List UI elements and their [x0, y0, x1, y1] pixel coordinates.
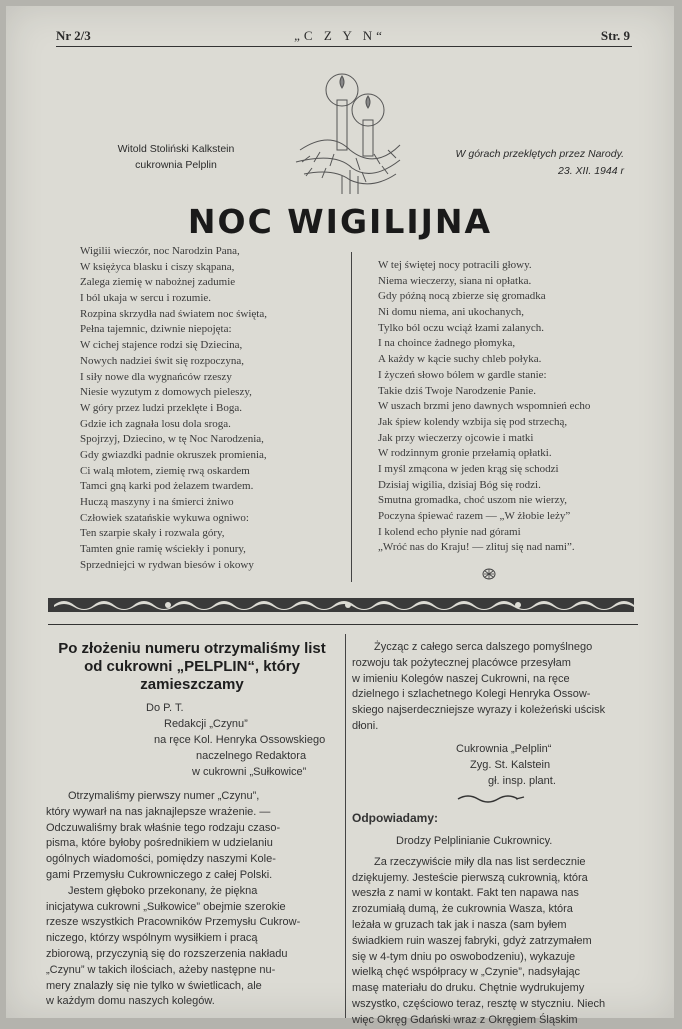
poem-line: Sprzedniejci w rydwan biesów i okowy — [80, 558, 254, 571]
letter-paragraph-1 — [46, 789, 338, 884]
dateline — [384, 146, 624, 180]
text-line: się w 4-tym dniu po oswobodzeniu), wykazuje — [352, 950, 576, 963]
poem-line: W cichej stajence rodzi się Dziecina, — [80, 339, 243, 352]
newspaper-page — [6, 6, 674, 1026]
poem-line: I na choince żadnego płomyka, — [378, 337, 516, 350]
poem-line: I siły nowe dla wygnańców rzeszy — [80, 370, 232, 383]
text-line: mery znalazły się nie tylko w świetlicach, ale — [46, 979, 262, 992]
poem-line: Tylko ból oczu wciąż łzami zalanych. — [378, 321, 544, 334]
poem-line: Zalega ziemię w nabożnej zadumie — [80, 276, 236, 289]
poem-line: Spojrzyj, Dziecino, w tę Noc Narodzenia, — [80, 433, 264, 446]
text-line: świadkiem ruin waszej fabryki, gdyż zatrzymałem — [352, 934, 592, 947]
poem-line: Smutna gromadka, choć uszom nie wierzy, — [378, 494, 567, 507]
poem-line: Wigilii wieczór, noc Narodzin Pana, — [80, 245, 240, 257]
poem-line: Huczą maszyny i na śmierci żniwo — [80, 496, 234, 508]
end-ornament-icon — [482, 568, 496, 580]
address-line: naczelnego Redaktora — [196, 750, 307, 762]
poem-left-column — [80, 244, 267, 573]
letter-headline — [46, 640, 338, 694]
letter-column — [46, 640, 338, 1010]
text-line: „Czynu” w takich ilościach, ażeby następne nu- — [46, 963, 276, 976]
poem-line: W uszach brzmi jeno dawnych wspomnień echo — [378, 400, 591, 413]
text-line: dzielnego i szlachetnego Kolegi Henryka Ossow- — [352, 688, 591, 701]
letter-paragraph-3 — [352, 640, 638, 735]
poem-line: Gdzie ich zagnała losu dola sroga. — [80, 417, 231, 430]
poem-line: Poczyna śpiewać razem — „W żłobie leży” — [378, 510, 571, 522]
signature-line: gł. insp. plant. — [488, 774, 556, 787]
text-line: więc Okręg Gdański wraz z Okręgiem Śląskim — [352, 1013, 578, 1026]
text-line: Życząc z całego serca dalszego pomyślnego — [374, 641, 593, 653]
poem-line: Dzisiaj wigilia, dzisiaj Bóg się rodzi. — [378, 478, 541, 491]
text-line: weszła z nami w kontakt. Fakt ten napawa nas — [352, 887, 579, 900]
signature-line: Cukrownia „Pelplin“ — [456, 742, 552, 755]
candles-illustration — [290, 70, 406, 200]
text-line: skiego najserdeczniejsze wyrazy i koleżeński uścisk — [352, 704, 606, 717]
text-line: w imieniu Kolegów naszej Cukrowni, na ręce — [352, 672, 570, 685]
text-line: pisma, które byłoby pośrednikiem w udzielaniu — [46, 837, 273, 850]
text-line: Jestem głęboko przekonany, że piękna — [68, 884, 258, 897]
text-line: który wywarł na nas jaknajlepsze wrażenie. — — [46, 805, 271, 818]
text-line: niczego, którzy wspólnym wysiłkiem i pracą — [46, 932, 258, 945]
poem-line: Jak śpiew kolendy wzbija się pod strzechą, — [378, 415, 568, 428]
byline — [96, 141, 256, 173]
poem-line: Rozpina skrzydła nad światem noc święta, — [80, 307, 267, 320]
header-rule — [56, 46, 632, 47]
article-column-divider — [345, 634, 346, 1018]
signature-line: Zyg. St. Kalstein — [470, 758, 551, 771]
poem-line: A każdy w kącie suchy chleb połyka. — [378, 353, 542, 366]
text-line: rzesze wszystkich Pracowników Przemysłu Cukrow- — [46, 916, 301, 929]
letter-signature — [352, 741, 638, 789]
poem-line: Nowych nadziei świt się rozpoczyna, — [80, 354, 245, 367]
text-line: zrozumiałą dumą, że cukrownia Wasza, która — [352, 903, 573, 916]
text-line: dłoni. — [352, 719, 379, 732]
poem-line: Gdy gwiazdki padnie okruszek promienia, — [80, 448, 267, 461]
text-line: w każdym domu naszych kolegów. — [46, 995, 215, 1008]
poem-line: W księżyca blasku i ciszy skąpana, — [80, 260, 235, 273]
poem-line: Ten szarpie skały i rozwala góry, — [80, 527, 225, 540]
issue-number: Nr 2/3 — [56, 28, 91, 43]
poem-line: Człowiek szatańskie wykuwa ogniwo: — [80, 511, 249, 524]
section-rule — [48, 624, 638, 625]
dateline-date: 23. XII. 1944 r — [558, 165, 624, 177]
poem-line: Jak przy wieczerzy ojcowie i matki — [378, 431, 534, 444]
poem-line: Niema wieczerzy, siana ni opłatka. — [378, 274, 532, 287]
headline-line: zamieszczamy — [140, 676, 244, 693]
poem-line: I kolend echo płynie nad górami — [378, 525, 521, 538]
poem-line: Tamten gnie ramię wściekły i ponury, — [80, 543, 246, 556]
text-line: wszystko, częściowo teraz, resztę w styczniu. Niech — [352, 997, 606, 1010]
poem-line: I ból ukaja w sercu i rozumie. — [80, 292, 212, 305]
decorative-border — [48, 594, 634, 616]
letter-paragraph-2 — [46, 884, 338, 1010]
reply-heading: Odpowiadamy: — [352, 810, 439, 825]
headline-line: od cukrowni „PELPLIN“, który — [84, 658, 300, 675]
poem-title: NOC WIGILIJNA — [187, 202, 493, 241]
poem-line: Tamci gną karki pod żelazem twardem. — [80, 480, 254, 493]
reply-paragraph — [352, 855, 638, 1029]
text-line: gami Przemysłu Cukrowniczego z całej Polski. — [46, 868, 273, 881]
address-line: Redakcji „Czynu” — [164, 718, 248, 730]
letter-address — [46, 700, 338, 780]
text-line: leżała w gruzach tak jak i nasza (sam byłem — [352, 918, 567, 931]
poem-line: W rodzinnym gronie przełamią opłatki. — [378, 447, 552, 460]
poem-line: Niesie wyzutym z domowych pieleszy, — [80, 386, 252, 399]
poem-line: „Wróć nas do Kraju! — zlituj się nad nami”. — [378, 541, 575, 554]
text-line: Odczuwaliśmy brak właśnie tego rodzaju czaso- — [46, 821, 281, 834]
page-number: Str. 9 — [600, 28, 630, 43]
address-line: na ręce Kol. Henryka Ossowskiego — [154, 734, 326, 746]
poem-line: Ci walą młotem, ziemię rwą oskardem — [80, 464, 250, 477]
reply-greeting: Drodzy Pelplinianie Cukrownicy. — [396, 834, 553, 847]
poem-line: Pełna tajemnic, dziwnie niepojęta: — [80, 323, 232, 336]
poem-line: Takie dziś Twoje Narodzenie Panie. — [378, 384, 537, 397]
text-line: inicjatywa cukrowni „Sułkowice” obejmie szerokie — [46, 900, 286, 913]
text-line: zbiorową, przyczynią się do rozszerzenia nakładu — [46, 947, 288, 960]
dateline-place: W górach przeklętych przez Narody. — [455, 148, 624, 160]
letter-continued-column — [352, 640, 638, 1029]
text-line: masę materiału do druku. Chętnie wydrukujemy — [352, 982, 585, 995]
swash-ornament-icon — [456, 793, 526, 803]
poem-right-column — [378, 258, 590, 556]
poem-line: Ni domu niema, ani ukochanych, — [378, 306, 525, 319]
text-line: wielką chęć współpracy w „Czynie”, nadsyłając — [352, 966, 581, 979]
poem-line: W góry przez ludzi przeklęte i Boga. — [80, 401, 242, 414]
address-line: w cukrowni „Sułkowice” — [192, 766, 307, 778]
text-line: rozwoju tak pożytecznej placówce przesyłam — [352, 656, 571, 669]
text-line: Otrzymaliśmy pierwszy numer „Czynu”, — [68, 790, 260, 802]
text-line: dziękujemy. Jesteście pierwszą cukrownią, która — [352, 871, 588, 884]
headline-line: Po złożeniu numeru otrzymaliśmy list — [58, 640, 326, 657]
poem-line: W tej świętej nocy potracili głowy. — [378, 259, 532, 271]
text-line: Za rzeczywiście miły dla nas list serdecznie — [374, 855, 586, 868]
poem-column-divider — [351, 252, 352, 582]
poem-line: Gdy późną nocą zbierze się gromadka — [378, 290, 546, 303]
poem-line: I myśl zmącona w jeden krąg się schodzi — [378, 462, 559, 475]
author-affiliation: cukrownia Pelplin — [135, 159, 217, 171]
journal-name: „C Z Y N“ — [294, 28, 386, 43]
address-line: Do P. T. — [146, 702, 184, 714]
text-line: ogólnych wiadomości, pomiędzy naszymi Kole- — [46, 853, 276, 866]
author-name: Witold Stoliński Kalkstein — [117, 143, 235, 155]
poem-line: I życzeń słowo bólem w gardle stanie: — [378, 368, 547, 381]
